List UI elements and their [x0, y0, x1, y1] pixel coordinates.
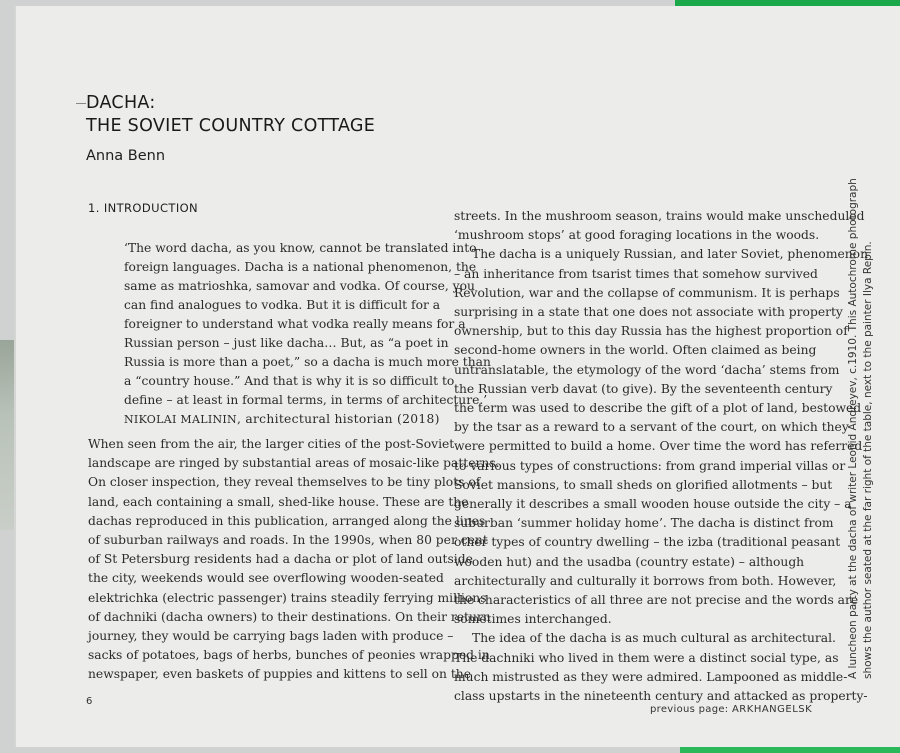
text-line: foreign languages. Dacha is a national phenomenon, the: [124, 260, 477, 274]
caption-line: A luncheon party at the dacha of writer Leonid Andreyev, c.1910. This Autochrome photograph: [847, 178, 859, 679]
text-line: Revolution, war and the collapse of communism. It is perhaps: [454, 285, 840, 300]
previous-page-place: ARKHANGELSK: [731, 704, 813, 715]
text-line: a “country house.” And that is why it is so difficult to: [124, 374, 455, 388]
text-line: sometimes interchanged.: [454, 612, 612, 627]
text-line: landscape are ringed by substantial areas of mosaic-like patterns.: [88, 456, 500, 471]
text-line: On closer inspection, they reveal themselves to be tiny plots of: [88, 475, 481, 490]
text-line: elektrichka (electric passenger) trains steadily ferrying millions: [88, 590, 487, 605]
text-line: architecturally and culturally it borrows from both. However,: [454, 573, 837, 588]
text-line: second-home owners in the world. Often claimed as being: [454, 343, 817, 358]
text-line: Russian person – just like dacha… But, as “a poet in: [124, 336, 449, 350]
text-line: generally it describes a small wooden house outside the city – a: [454, 497, 852, 512]
text-line: surprising in a state that one does not associate with property: [454, 305, 843, 320]
text-line: Russia is more than a poet,” so a dacha is much more than: [124, 355, 491, 369]
quote-attribution: [124, 410, 440, 429]
text-line: the city, weekends would see overflowing wooden-seated: [88, 571, 444, 586]
text-line: The idea of the dacha is as much cultural as architectural.: [472, 631, 836, 646]
text-line: of St Petersburg residents had a dacha or plot of land outside: [88, 552, 473, 567]
text-line: dachas reproduced in this publication, arranged along the lines: [88, 513, 486, 528]
body-column-left: [88, 435, 500, 685]
section-heading: 1. INTRODUCTION: [88, 201, 199, 215]
title-line: DACHA:: [86, 93, 156, 113]
text-line: ‘The word dacha, as you know, cannot be translated into: [124, 241, 477, 255]
text-line: other types of country dwelling – the izba (traditional peasant: [454, 535, 841, 550]
article-title: [86, 92, 375, 138]
text-line: the Russian verb davat (to give). By the seventeenth century: [454, 381, 833, 396]
text-line: define – at least in formal terms, in terms of architecture.’: [124, 393, 488, 407]
text-line: were permitted to build a home. Over time the word has referred: [454, 439, 863, 454]
text-line: untranslatable, the etymology of the word ‘dacha’ stems from: [454, 362, 840, 377]
text-line: by the tsar as a reward to a servant of the court, on which they: [454, 420, 849, 435]
text-line: class upstarts in the nineteenth century and attacked as property-: [454, 689, 868, 704]
text-line: – an inheritance from tsarist times that somehow survived: [454, 266, 818, 281]
title-rule: [76, 103, 86, 104]
author-name: Anna Benn: [86, 148, 166, 164]
text-line: of suburban railways and roads. In the 1990s, when 80 per cent: [88, 533, 488, 548]
previous-page-note: [650, 704, 812, 715]
text-line: can find analogues to vodka. But it is difficult for a: [124, 298, 441, 312]
adjacent-photo-edge: [0, 340, 14, 530]
text-line: The dacha is a uniquely Russian, and later Soviet, phenomenon: [472, 247, 868, 262]
text-line: to various types of constructions: from grand imperial villas or: [454, 458, 846, 473]
text-line: suburban ‘summer holiday home’. The dacha is distinct from: [454, 516, 834, 531]
text-line: the term was used to describe the gift of a plot of land, bestowed: [454, 401, 862, 416]
page-number: 6: [86, 696, 93, 707]
caption-line: shows the author seated at the far right of the table, next to the painter Ilya Repin.: [862, 241, 874, 679]
text-line: ownership, but to this day Russia has the highest proportion of: [454, 324, 848, 339]
text-line: journey, they would be carrying bags laden with produce –: [88, 629, 454, 644]
book-page: [14, 6, 900, 747]
text-line: much mistrusted as they were admired. Lampooned as middle-: [454, 669, 848, 684]
text-line: When seen from the air, the larger cities of the post-Soviet: [88, 437, 455, 451]
text-line: foreigner to understand what vodka really means for a: [124, 317, 466, 331]
text-line: wooden hut) and the usadba (country estate) – although: [454, 554, 805, 569]
text-line: The dachniki who lived in them were a distinct social type, as: [454, 650, 839, 665]
title-line: THE SOVIET COUNTRY COTTAGE: [86, 116, 376, 136]
text-line: Soviet mansions, to small sheds on glorified allotments – but: [454, 477, 833, 492]
attribution-role: , architectural historian (2018): [236, 412, 440, 426]
text-line: streets. In the mushroom season, trains would make unscheduled: [454, 209, 865, 223]
epigraph-quote: [124, 239, 491, 429]
attribution-name: NIKOLAI MALININ: [124, 413, 237, 426]
text-line: same as matrioshka, samovar and vodka. Of course, you: [124, 279, 475, 293]
text-line: ‘mushroom stops’ at good foraging locations in the woods.: [454, 228, 820, 243]
previous-page-prefix: previous page:: [650, 704, 732, 715]
text-line: of dachniki (dacha owners) to their destinations. On their return: [88, 609, 491, 624]
text-line: land, each containing a small, shed-like house. These are the: [88, 494, 469, 509]
text-line: sacks of potatoes, bags of herbs, bunches of peonies wrapped in: [88, 648, 490, 663]
text-line: newspaper, even baskets of puppies and kittens to sell on the: [88, 667, 471, 682]
photo-caption: [846, 178, 876, 679]
text-line: the characteristics of all three are not precise and the words are: [454, 593, 859, 608]
